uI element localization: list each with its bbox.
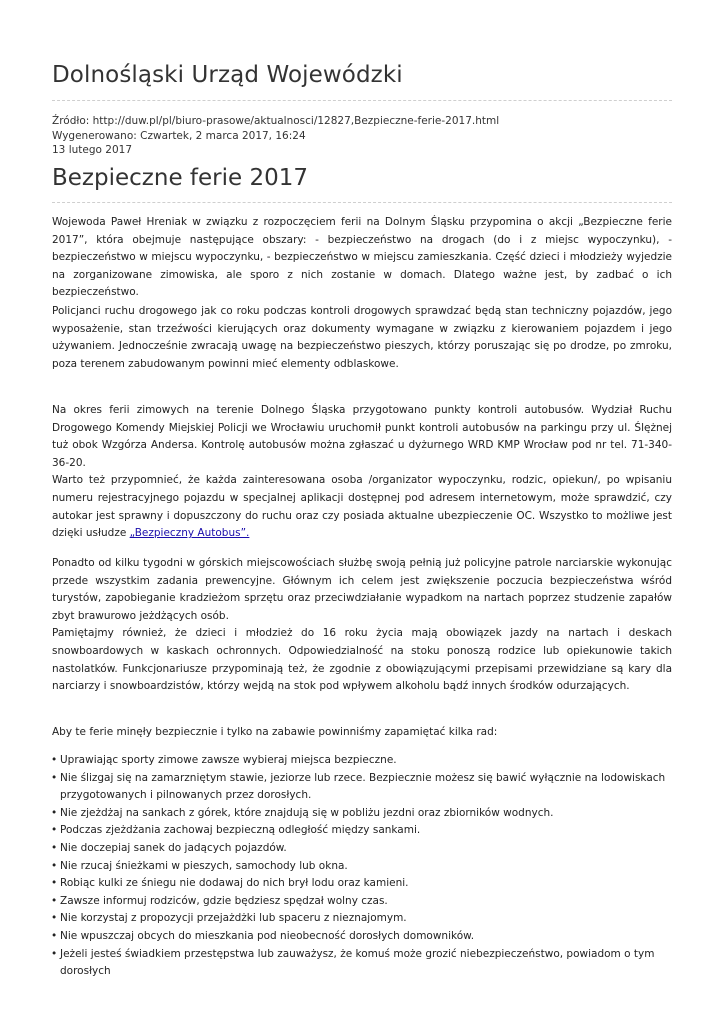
list-item: • Podczas zjeżdżania zachowaj bezpieczną odległość między sankami. bbox=[52, 822, 672, 840]
list-item: • Nie korzystaj z propozycji przejażdżki lub spaceru z nieznajomym. bbox=[52, 910, 672, 928]
article-date: 13 lutego 2017 bbox=[52, 144, 132, 156]
tips-list bbox=[52, 752, 672, 981]
article-title: Bezpieczne ferie 2017 bbox=[52, 165, 308, 191]
list-item: • Zawsze informuj rodziców, gdzie będziesz spędzał wolny czas. bbox=[52, 893, 672, 911]
title-divider bbox=[52, 202, 672, 203]
paragraph-ski-patrol: Ponadto od kilku tygodni w górskich miejscowościach służbę swoją pełnią już policyjne patrole narciarskie wykonując przede wszystkim zadania prewencyjne. Głównym ich celem jest zwiększenie poczucia bezpieczeństwa wśród turystów, zapobieganie kradzieżom sprzętu oraz przeciwdziałanie wypadkom na nartach poprzez studzenie zapałów zbyt brawurowo jeżdżących osób. bbox=[52, 557, 672, 622]
list-item: • Jeżeli jesteś świadkiem przestępstwa lub zauważysz, że komuś może grozić niebezpieczeństwo, powiadom o tym dorosłych bbox=[52, 946, 672, 981]
generated-line: Wygenerowano: Czwartek, 2 marca 2017, 16:24 bbox=[52, 129, 306, 142]
list-item: • Nie wpuszczaj obcych do mieszkania pod nieobecność dorosłych domowników. bbox=[52, 928, 672, 946]
list-item: • Robiąc kulki ze śniegu nie dodawaj do nich brył lodu oraz kamieni. bbox=[52, 875, 672, 893]
list-item: • Uprawiając sporty zimowe zawsze wybieraj miejsca bezpieczne. bbox=[52, 752, 672, 770]
paragraph-road-police: Policjanci ruchu drogowego jak co roku podczas kontroli drogowych sprawdzać będą stan techniczny pojazdów, jego wyposażenie, stan trzeźwości kierujących oraz dokumenty wymagane w związku z kierowaniem pojazdem i jego używaniem. Jednocześnie zwracają uwagę na bezpieczeństwo pieszych, którzy poruszając się po drodze, po zmroku, poza terenem zabudowanym powinni mieć elementy odblaskowe. bbox=[52, 305, 672, 370]
header-divider bbox=[52, 100, 672, 101]
list-item: • Nie doczepiaj sanek do jadących pojazdów. bbox=[52, 840, 672, 858]
paragraph-bus-app bbox=[52, 472, 672, 542]
document-meta bbox=[52, 114, 499, 158]
bezpieczny-autobus-link[interactable]: „Bezpieczny Autobus”. bbox=[129, 527, 250, 540]
paragraph-bus-control: Na okres ferii zimowych na terenie Dolnego Śląska przygotowano punkty kontroli autobusów. Wydział Ruchu Drogowego Komendy Miejskiej Policji we Wrocławiu uruchomił punkt kontroli autobusów na parkingu przy ul. Ślężnej tuż obok Wzgórza Andersa. Kontrolę autobusów można zgłaszać u dyżurnego WRD KMP Wrocław pod nr tel. 71-340-36-20. bbox=[52, 404, 672, 469]
source-line: Źródło: http://duw.pl/pl/biuro-prasowe/aktualnosci/12827,Bezpieczne-ferie-2017.html bbox=[52, 115, 500, 127]
site-title: Dolnośląski Urząd Wojewódzki bbox=[52, 62, 403, 88]
list-item: • Nie ślizgaj się na zamarzniętym stawie, jeziorze lub rzece. Bezpiecznie możesz się bawić wyłącznie na lodowiskach przygotowanych i pilnowanych przez dorosłych. bbox=[52, 770, 672, 805]
list-item: • Nie rzucaj śnieżkami w pieszych, samochody lub okna. bbox=[52, 858, 672, 876]
paragraph-helmets: Pamiętajmy również, że dzieci i młodzież do 16 roku życia mają obowiązek jazdy na nartach i deskach snowboardowych w kaskach ochronnych. Odpowiedzialność na stoku ponoszą rodzice lub opiekunowie takich nastolatków. Funkcjonariusze przypominają też, że zgodnie z obowiązującymi przepisami przewidziane są kary dla narciarzy i snowboardzistów, którzy wejdą na stok pod wpływem alkoholu bądź innych środków odurzających. bbox=[52, 627, 672, 693]
paragraph-intro: Wojewoda Paweł Hreniak w związku z rozpoczęciem ferii na Dolnym Śląsku przypomina o akcji „Bezpieczne ferie 2017”, która obejmuje następujące obszary: - bezpieczeństwo na drogach (do i z miejsc wypoczynku), - bezpieczeństwo w miejscu wypoczynku, - bezpieczeństwo w miejscu zamieszkania. Część dzieci i młodzieży wyjedzie na zorganizowane zimowiska, ale sporo z nich zostanie w domach. Dlatego ważne jest, by zadbać o ich bezpieczeństwo. bbox=[52, 216, 672, 299]
list-item: • Nie zjeżdżaj na sankach z górek, które znajdują się w pobliżu jezdni oraz zbiorników wodnych. bbox=[52, 805, 672, 823]
paragraph-tips-intro: Aby te ferie minęły bezpiecznie i tylko na zabawie powinniśmy zapamiętać kilka rad: bbox=[52, 726, 498, 738]
paragraph-ski-patrol-block bbox=[52, 555, 672, 696]
paragraph-bus-control-block bbox=[52, 402, 672, 543]
paragraph-bus-app-text: Warto też przypomnieć, że każda zainteresowana osoba /organizator wypoczynku, rodzic, opiekun/, po wpisaniu numeru rejestracyjnego pojazdu w specjalnej aplikacji dostępnej pod adresem internetowym, może sprawdzić, czy autokar jest sprawny i dopuszczony do ruchu oraz czy posiada aktualne ubezpieczenie OC. Wszystko to możliwe jest dzięki usłudze bbox=[52, 474, 672, 540]
